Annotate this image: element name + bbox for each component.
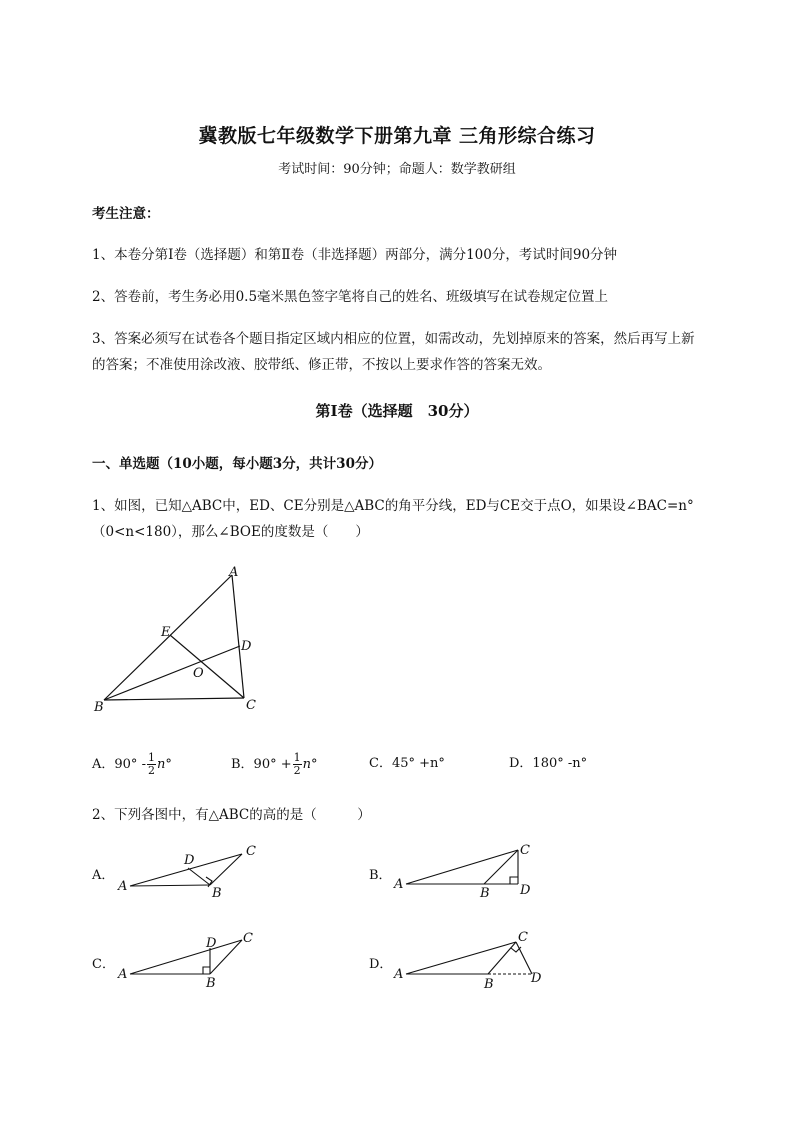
label-c: C [246,698,256,713]
label-d: D [184,853,195,868]
option-a-suffix: n° [156,757,172,772]
q2-figure-c [112,928,272,990]
side-ac [232,575,244,698]
label-c: C [243,931,253,946]
page-title: 冀教版七年级数学下册第九章 三角形综合练习 [198,125,596,147]
label-d: D [531,971,542,986]
part-heading: 一、单选题（10小题，每小题3分，共计30分） [92,456,382,472]
label-c: C [246,844,256,859]
label-a: A [118,967,128,982]
question-1-figure [90,560,270,720]
fraction-numerator: 1 [293,751,301,764]
fraction-half [147,752,156,777]
fraction-half [293,752,302,777]
segment-ce [170,635,244,698]
question-1-line-1: 1、如图，已知△ABC中，ED、CE分别是△ABC的角平分线，ED与CE交于点O，如果设∠BAC=n° [92,498,694,514]
option-b[interactable] [231,752,318,777]
label-d: D [520,883,531,898]
notice-heading: 考生注意： [92,206,160,222]
side-bc [104,698,244,700]
label-d: D [206,936,217,951]
label-a: A [394,967,404,982]
fraction-numerator: 1 [147,751,155,764]
option-a-prefix: A．90° - [92,757,146,772]
notice-item-2: 2、答卷前，考生务必用0.5毫米黑色签字笔将自己的姓名、班级填写在试卷规定位置上 [92,289,609,305]
page-subtitle: 考试时间：90分钟；命题人：数学教研组 [278,162,516,177]
label-c: C [520,843,530,858]
q2-option-d-label[interactable]: D． [369,957,393,972]
label-b: B [484,977,494,990]
fraction-denominator: 2 [293,764,301,777]
notice-item-3-cont: 的答案；不准使用涂改液、胶带纸、修正带，不按以上要求作答的答案无效。 [92,357,551,373]
fraction-denominator: 2 [147,764,155,777]
label-b: B [480,886,490,901]
option-d[interactable]: D．180° -n° [509,756,588,771]
question-1-line-2: （0<n<180），那么∠BOE的度数是（ ） [92,524,369,540]
section-title: 第I卷（选择题 30分） [315,402,479,420]
q2-figure-d [388,928,558,990]
label-a: A [229,565,239,580]
label-b: B [94,700,104,715]
q2-figure-a [112,840,272,902]
label-o: O [193,666,204,681]
q2-figure-b [388,840,558,902]
q2-option-c-label[interactable]: C． [92,957,115,972]
option-b-prefix: B．90° + [231,757,292,772]
option-a[interactable] [92,752,172,777]
q2-option-a-label[interactable]: A． [92,868,115,883]
label-e: E [161,625,171,640]
question-2-line: 2、下列各图中，有△ABC的高的是（ ） [92,807,371,823]
option-c[interactable]: C．45° +n° [369,756,445,771]
label-a: A [118,879,128,894]
label-c: C [518,930,528,945]
notice-item-3: 3、答案必须写在试卷各个题目指定区域内相应的位置，如需改动，先划掉原来的答案，然后再写上新 [92,331,695,347]
label-b: B [212,886,222,901]
label-a: A [394,877,404,892]
q2-option-b-label[interactable]: B． [369,868,392,883]
option-b-suffix: n° [302,757,318,772]
notice-item-1: 1、本卷分第I卷（选择题）和第Ⅱ卷（非选择题）两部分，满分100分，考试时间90分钟 [92,247,618,263]
label-b: B [206,976,216,990]
segment-bd [104,646,240,700]
label-d: D [241,639,252,654]
